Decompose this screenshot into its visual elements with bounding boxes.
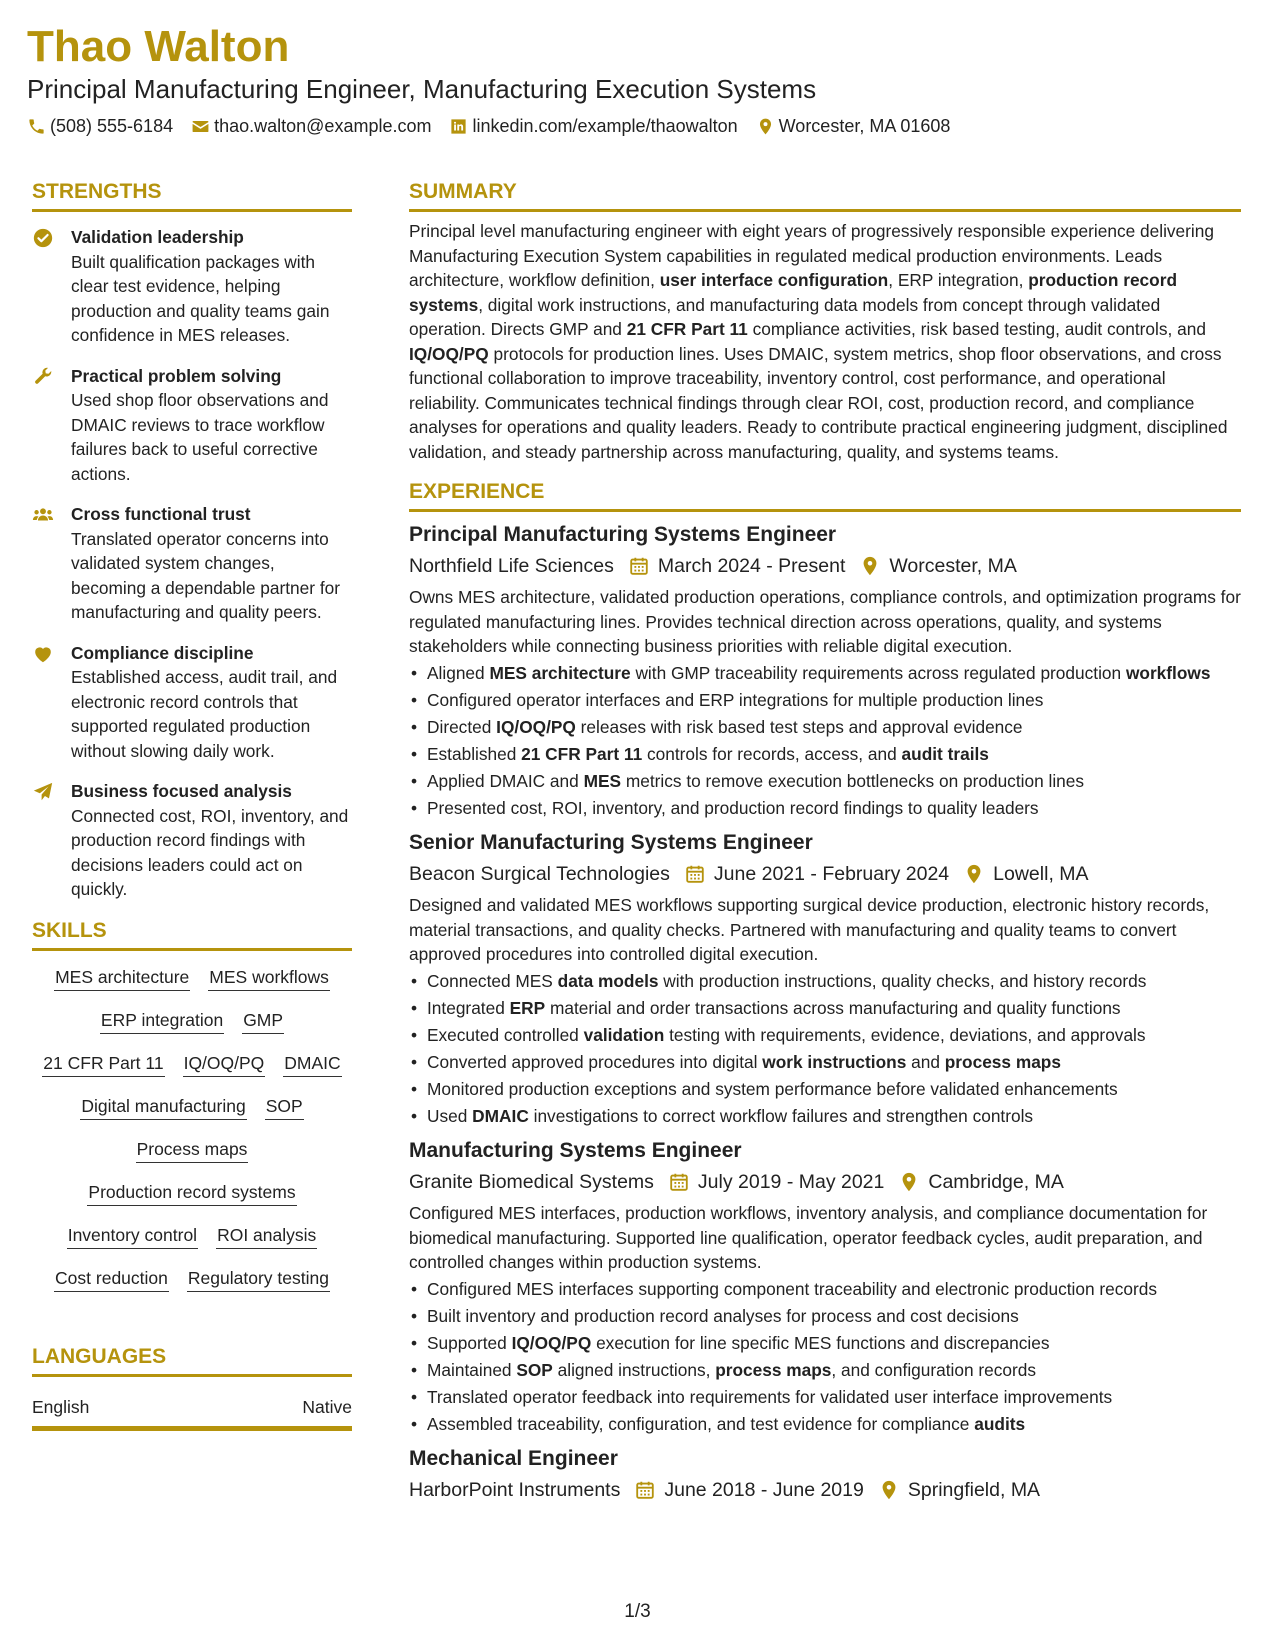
job-meta xyxy=(409,1169,1241,1195)
job-company: Granite Biomedical Systems xyxy=(409,1171,654,1193)
strength-item xyxy=(32,502,352,625)
location-text: Worcester, MA 01608 xyxy=(778,116,951,136)
heart-icon xyxy=(32,643,54,665)
job-meta xyxy=(409,861,1241,887)
skill-tag: 21 CFR Part 11 xyxy=(42,1051,164,1077)
strength-title: Cross functional trust xyxy=(71,504,251,524)
envelope-icon xyxy=(191,117,210,136)
wrench-icon xyxy=(32,366,54,388)
job-title: Mechanical Engineer xyxy=(409,1447,618,1470)
job-description: Owns MES architecture, validated production operations, compliance controls, and optimization programs for regulated manufacturing lines. Provides technical direction across operations, quality, and systems stakeholders while connecting business priorities with reliable digital execution. xyxy=(409,587,1241,656)
skill-tag: Digital manufacturing xyxy=(80,1094,246,1120)
job-dates: March 2024 - Present xyxy=(657,555,846,577)
map-pin-icon xyxy=(859,555,881,577)
calendar-icon xyxy=(684,863,706,885)
job-bullets xyxy=(409,969,1241,1129)
strengths-heading: STRENGTHS xyxy=(32,179,352,212)
job-location: Lowell, MA xyxy=(993,863,1089,885)
job-entry xyxy=(409,829,1241,1128)
linkedin-icon xyxy=(449,117,468,136)
job-location: Springfield, MA xyxy=(907,1479,1041,1501)
left-column xyxy=(32,179,352,1431)
language-level: Native xyxy=(302,1396,352,1417)
job-bullet: • Maintained SOP aligned instructions, process maps, and configuration records xyxy=(409,1358,1241,1383)
strength-item xyxy=(32,225,352,348)
contact-linkedin[interactable] xyxy=(449,115,737,137)
job-dates: July 2019 - May 2021 xyxy=(697,1171,885,1193)
calendar-icon xyxy=(668,1171,690,1193)
skill-tag: MES workflows xyxy=(208,965,330,991)
job-bullet: • Directed IQ/OQ/PQ releases with risk based test steps and approval evidence xyxy=(409,715,1241,740)
languages-section xyxy=(32,1344,352,1431)
strength-text: Used shop floor observations and DMAIC reviews to trace workflow failures back to useful corrective actions. xyxy=(71,390,329,484)
map-pin-icon xyxy=(898,1171,920,1193)
job-title: Senior Manufacturing Systems Engineer xyxy=(409,831,813,854)
skill-tag: SOP xyxy=(265,1094,304,1120)
job-description: Designed and validated MES workflows supporting surgical device production, electronic history records, material transactions, and quality checks. Partnered with manufacturing and quality teams to convert approved procedures into controlled digital execution. xyxy=(409,895,1210,964)
summary-text: Principal level manufacturing engineer with eight years of progressively responsible experience delivering Manufacturing Execution System capabilities in regulated medical production environments. Leads architecture, workflow definition, user interface configuration, ERP integration, production record systems, digital work instructions, and manufacturing data models from concept through validated operation. Directs GMP and 21 CFR Part 11 compliance activities, risk based testing, audit controls, and IQ/OQ/PQ protocols for production lines. Uses DMAIC, system metrics, shop floor observations, and cross functional collaboration to improve traceability, inventory control, cost performance, and operational reliability. Communicates technical findings through clear ROI, cost, production record, and compliance analyses for operations and quality leaders. Ready to contribute practical engineering judgment, disciplined validation, and steady partnership across manufacturing, quality, and systems teams. xyxy=(409,221,1228,462)
email-text: thao.walton@example.com xyxy=(214,116,432,136)
skill-tag: GMP xyxy=(242,1008,284,1034)
skill-tag: ROI analysis xyxy=(216,1223,317,1249)
job-company: HarborPoint Instruments xyxy=(409,1479,621,1501)
job-meta xyxy=(409,553,1241,579)
right-column xyxy=(409,179,1241,1503)
job-dates: June 2018 - June 2019 xyxy=(664,1479,864,1501)
language-row xyxy=(32,1377,352,1431)
candidate-name: Thao Walton xyxy=(27,22,290,71)
linkedin-text: linkedin.com/example/thaowalton xyxy=(472,116,738,136)
candidate-title: Principal Manufacturing Engineer, Manufacturing Execution Systems xyxy=(27,74,817,104)
language-name: English xyxy=(32,1396,90,1417)
resume-header xyxy=(27,22,1247,137)
job-entry xyxy=(409,1137,1241,1436)
calendar-icon xyxy=(634,1479,656,1501)
skills-heading: SKILLS xyxy=(32,918,352,951)
job-dates: June 2021 - February 2024 xyxy=(713,863,950,885)
strength-item xyxy=(32,364,352,487)
strengths-list xyxy=(32,225,352,902)
skill-tag: ERP integration xyxy=(100,1008,224,1034)
map-pin-icon xyxy=(878,1479,900,1501)
job-entry xyxy=(409,1445,1241,1503)
contact-location xyxy=(756,115,951,137)
strength-text: Established access, audit trail, and electronic record controls that supported regulated production without slowing daily work. xyxy=(71,667,338,761)
skills-list xyxy=(32,965,352,1292)
map-pin-icon xyxy=(963,863,985,885)
job-bullet: • Executed controlled validation testing with requirements, evidence, deviations, and approvals xyxy=(409,1023,1241,1048)
job-company: Beacon Surgical Technologies xyxy=(409,863,670,885)
skill-tag: MES architecture xyxy=(54,965,190,991)
check-circle-icon xyxy=(32,227,54,249)
phone-icon xyxy=(27,117,46,136)
strength-title: Compliance discipline xyxy=(71,642,254,663)
skill-tag: DMAIC xyxy=(283,1051,341,1077)
strengths-section xyxy=(32,179,352,902)
page-number: 1/3 xyxy=(624,1601,651,1622)
strength-text: Built qualification packages with clear test evidence, helping production and quality teams gain confidence in MES releases. xyxy=(71,251,330,345)
job-bullet: • Used DMAIC investigations to correct workflow failures and strengthen controls xyxy=(409,1104,1241,1129)
job-bullet: • Configured MES interfaces supporting component traceability and electronic production records xyxy=(409,1277,1241,1302)
skill-tag: Process maps xyxy=(136,1137,249,1163)
paper-plane-icon xyxy=(32,781,54,803)
experience-heading: EXPERIENCE xyxy=(409,479,1241,512)
strength-text: Connected cost, ROI, inventory, and production record findings with decisions leaders could act on quickly. xyxy=(71,805,349,899)
job-description: Configured MES interfaces, production workflows, inventory analysis, and compliance documentation for biomedical manufacturing. Supported line qualification, operator feedback cycles, audit preparation, and controlled changes within production systems. xyxy=(409,1203,1208,1272)
job-bullet: • Built inventory and production record analyses for process and cost decisions xyxy=(409,1304,1241,1329)
phone-text: (508) 555-6184 xyxy=(50,116,174,136)
contact-phone[interactable] xyxy=(27,115,173,137)
job-title: Principal Manufacturing Systems Engineer xyxy=(409,523,837,546)
job-bullet: • Aligned MES architecture with GMP traceability requirements across regulated production workflows xyxy=(409,661,1241,686)
job-bullet: • Established 21 CFR Part 11 controls for records, access, and audit trails xyxy=(409,742,1241,767)
job-bullet: • Translated operator feedback into requirements for validated user interface improvements xyxy=(409,1385,1241,1410)
skill-tag: Regulatory testing xyxy=(187,1266,330,1292)
job-bullet: • Presented cost, ROI, inventory, and production record findings to quality leaders xyxy=(409,796,1241,821)
strength-title: Practical problem solving xyxy=(71,365,282,386)
job-location: Worcester, MA xyxy=(889,555,1017,577)
users-icon xyxy=(32,504,54,526)
job-bullet: • Integrated ERP material and order transactions across manufacturing and quality functions xyxy=(409,996,1241,1021)
strength-text: Translated operator concerns into validated system changes, becoming a dependable partner for manufacturing and quality peers. xyxy=(71,528,341,622)
contact-email[interactable] xyxy=(191,115,431,137)
strength-title: Business focused analysis xyxy=(71,781,292,801)
skill-tag: Cost reduction xyxy=(54,1266,169,1292)
job-title: Manufacturing Systems Engineer xyxy=(409,1139,742,1162)
strength-item xyxy=(32,641,352,764)
skill-tag: Production record systems xyxy=(87,1180,296,1206)
skill-tag: IQ/OQ/PQ xyxy=(183,1051,266,1077)
languages-heading: LANGUAGES xyxy=(32,1344,352,1377)
job-bullet: • Supported IQ/OQ/PQ execution for line specific MES functions and discrepancies xyxy=(409,1331,1241,1356)
contact-bar xyxy=(27,115,1247,137)
skills-section xyxy=(32,918,352,1292)
summary-section xyxy=(409,179,1241,464)
job-bullet: • Configured operator interfaces and ERP integrations for multiple production lines xyxy=(409,688,1241,713)
job-bullet: • Applied DMAIC and MES metrics to remove execution bottlenecks on production lines xyxy=(409,769,1241,794)
job-bullets xyxy=(409,661,1241,821)
job-bullet: • Connected MES data models with production instructions, quality checks, and history records xyxy=(409,969,1241,994)
job-bullet: • Converted approved procedures into digital work instructions and process maps xyxy=(409,1050,1241,1075)
map-pin-icon xyxy=(756,117,775,136)
calendar-icon xyxy=(628,555,650,577)
job-company: Northfield Life Sciences xyxy=(409,555,614,577)
job-entry xyxy=(409,521,1241,820)
job-bullets xyxy=(409,1277,1241,1437)
job-meta xyxy=(409,1477,1241,1503)
job-bullet: • Monitored production exceptions and system performance before validated enhancements xyxy=(409,1077,1241,1102)
strength-title: Validation leadership xyxy=(71,227,244,247)
summary-heading: SUMMARY xyxy=(409,179,1241,212)
experience-section xyxy=(409,479,1241,1503)
job-location: Cambridge, MA xyxy=(928,1171,1064,1193)
skill-tag: Inventory control xyxy=(67,1223,198,1249)
job-bullet: • Assembled traceability, configuration, and test evidence for compliance audits xyxy=(409,1412,1241,1437)
strength-item xyxy=(32,779,352,902)
